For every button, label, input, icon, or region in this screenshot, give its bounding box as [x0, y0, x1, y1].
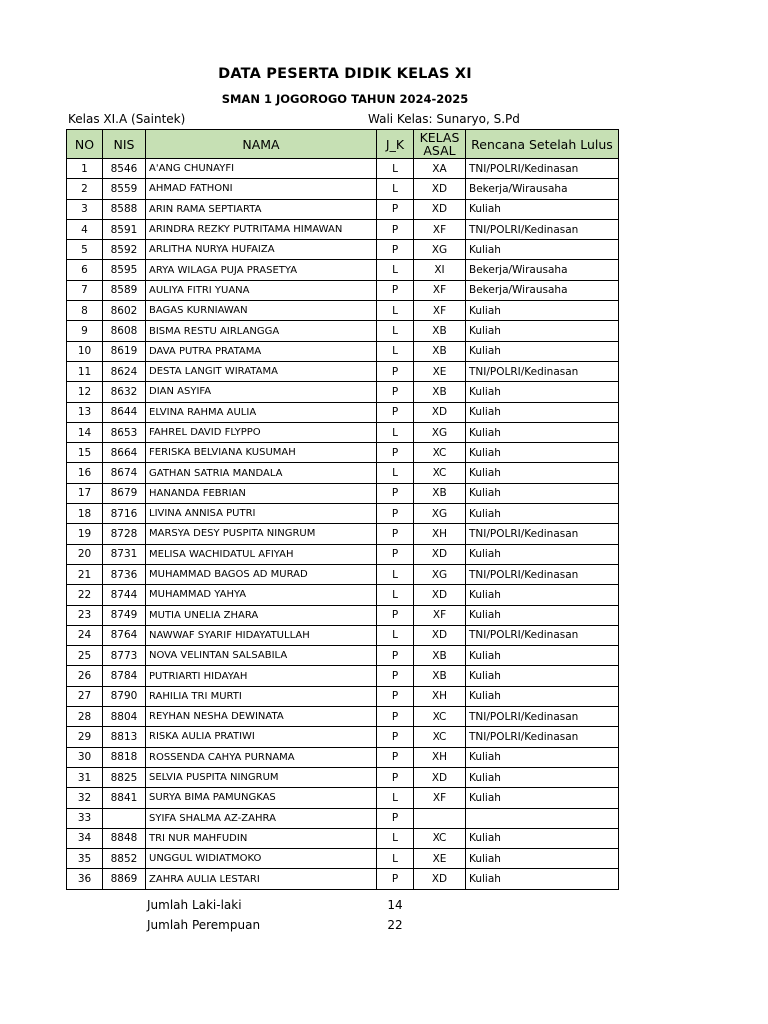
cell-kelas-asal: XA	[414, 159, 466, 179]
cell-kelas-asal: XC	[414, 727, 466, 747]
cell-jk: L	[377, 422, 414, 442]
female-count-value: 22	[387, 918, 403, 932]
table-row	[67, 443, 619, 463]
table-row	[67, 382, 619, 402]
cell-nama: PUTRIARTI HIDAYAH	[146, 666, 377, 686]
male-count-value: 14	[387, 898, 403, 912]
table-row	[67, 666, 619, 686]
cell-jk: L	[377, 260, 414, 280]
cell-kelas-asal: XD	[414, 625, 466, 645]
cell-nis: 8632	[103, 382, 146, 402]
table-row	[67, 402, 619, 422]
cell-no: 12	[67, 382, 103, 402]
cell-kelas-asal: XG	[414, 240, 466, 260]
cell-no: 22	[67, 585, 103, 605]
cell-jk: P	[377, 361, 414, 381]
cell-nama: SELVIA PUSPITA NINGRUM	[146, 767, 377, 787]
table-row	[67, 199, 619, 219]
cell-nis: 8619	[103, 341, 146, 361]
cell-nama: MELISA WACHIDATUL AFIYAH	[146, 544, 377, 564]
cell-kelas-asal: XD	[414, 544, 466, 564]
cell-jk: P	[377, 869, 414, 889]
cell-nama: MUTIA UNELIA ZHARA	[146, 605, 377, 625]
cell-nis: 8852	[103, 849, 146, 869]
cell-jk: P	[377, 280, 414, 300]
cell-no: 14	[67, 422, 103, 442]
cell-nama: ROSSENDA CAHYA PURNAMA	[146, 747, 377, 767]
cell-nis: 8728	[103, 524, 146, 544]
cell-jk: P	[377, 219, 414, 239]
table-row	[67, 564, 619, 584]
cell-no: 11	[67, 361, 103, 381]
cell-jk: L	[377, 564, 414, 584]
table-row	[67, 747, 619, 767]
cell-plan: Kuliah	[466, 199, 619, 219]
cell-nama: DAVA PUTRA PRATAMA	[146, 341, 377, 361]
cell-jk: P	[377, 747, 414, 767]
cell-kelas-asal: XE	[414, 361, 466, 381]
cell-jk: P	[377, 544, 414, 564]
cell-no: 28	[67, 707, 103, 727]
cell-nis: 8825	[103, 767, 146, 787]
header-nama: NAMA	[146, 130, 377, 159]
cell-kelas-asal: XD	[414, 767, 466, 787]
cell-nama: UNGGUL WIDIATMOKO	[146, 849, 377, 869]
cell-kelas-asal: XI	[414, 260, 466, 280]
cell-kelas-asal: XH	[414, 524, 466, 544]
cell-kelas-asal: XD	[414, 179, 466, 199]
cell-no: 7	[67, 280, 103, 300]
cell-plan: Bekerja/Wirausaha	[466, 179, 619, 199]
table-row	[67, 219, 619, 239]
cell-nis: 8790	[103, 686, 146, 706]
table-body	[67, 159, 619, 890]
cell-plan: TNI/POLRI/Kedinasan	[466, 707, 619, 727]
cell-jk: P	[377, 666, 414, 686]
table-row	[67, 585, 619, 605]
cell-no: 8	[67, 301, 103, 321]
student-table	[66, 129, 619, 890]
header-kelas-asal	[414, 130, 466, 159]
cell-no: 31	[67, 767, 103, 787]
cell-no: 15	[67, 443, 103, 463]
cell-plan: Kuliah	[466, 585, 619, 605]
cell-no: 30	[67, 747, 103, 767]
cell-plan: Kuliah	[466, 788, 619, 808]
cell-plan: Kuliah	[466, 240, 619, 260]
cell-kelas-asal: XD	[414, 585, 466, 605]
female-count-label: Jumlah Perempuan	[147, 918, 261, 932]
table-row	[67, 625, 619, 645]
table-row	[67, 361, 619, 381]
cell-nama: MARSYA DESY PUSPITA NINGRUM	[146, 524, 377, 544]
cell-nis: 8595	[103, 260, 146, 280]
cell-plan: TNI/POLRI/Kedinasan	[466, 219, 619, 239]
cell-kelas-asal	[414, 808, 466, 828]
table-row	[67, 828, 619, 848]
cell-no: 10	[67, 341, 103, 361]
cell-jk: P	[377, 767, 414, 787]
cell-kelas-asal: XC	[414, 463, 466, 483]
cell-nama: FAHREL DAVID FLYPPO	[146, 422, 377, 442]
table-row	[67, 483, 619, 503]
cell-no: 9	[67, 321, 103, 341]
table-row	[67, 240, 619, 260]
cell-nama: SYIFA SHALMA AZ-ZAHRA	[146, 808, 377, 828]
cell-jk: P	[377, 686, 414, 706]
cell-kelas-asal: XB	[414, 321, 466, 341]
cell-nama: FERISKA BELVIANA KUSUMAH	[146, 443, 377, 463]
cell-nis: 8716	[103, 504, 146, 524]
cell-nama: RISKA AULIA PRATIWI	[146, 727, 377, 747]
table-row	[67, 869, 619, 889]
cell-kelas-asal: XC	[414, 707, 466, 727]
cell-nis: 8869	[103, 869, 146, 889]
cell-jk: P	[377, 443, 414, 463]
cell-nama: ZAHRA AULIA LESTARI	[146, 869, 377, 889]
cell-nis: 8644	[103, 402, 146, 422]
cell-plan: TNI/POLRI/Kedinasan	[466, 159, 619, 179]
cell-plan: Kuliah	[466, 321, 619, 341]
cell-no: 5	[67, 240, 103, 260]
cell-jk: L	[377, 625, 414, 645]
cell-kelas-asal: XC	[414, 828, 466, 848]
cell-nis: 8736	[103, 564, 146, 584]
header-kelas-line2: ASAL	[423, 143, 456, 158]
cell-nama: LIVINA ANNISA PUTRI	[146, 504, 377, 524]
header-plan: Rencana Setelah Lulus	[466, 130, 619, 159]
cell-plan: Kuliah	[466, 747, 619, 767]
cell-jk: P	[377, 402, 414, 422]
table-row	[67, 727, 619, 747]
cell-nama: SURYA BIMA PAMUNGKAS	[146, 788, 377, 808]
cell-nama: BISMA RESTU AIRLANGGA	[146, 321, 377, 341]
cell-nis: 8664	[103, 443, 146, 463]
cell-nis: 8804	[103, 707, 146, 727]
cell-kelas-asal: XD	[414, 402, 466, 422]
cell-kelas-asal: XB	[414, 646, 466, 666]
header-no: NO	[67, 130, 103, 159]
cell-nama: ARINDRA REZKY PUTRITAMA HIMAWAN	[146, 219, 377, 239]
cell-plan: Kuliah	[466, 869, 619, 889]
cell-jk: P	[377, 646, 414, 666]
cell-jk: P	[377, 504, 414, 524]
cell-plan	[466, 808, 619, 828]
cell-nis: 8749	[103, 605, 146, 625]
cell-no: 29	[67, 727, 103, 747]
cell-plan: TNI/POLRI/Kedinasan	[466, 564, 619, 584]
cell-nis: 8559	[103, 179, 146, 199]
cell-nis: 8731	[103, 544, 146, 564]
cell-nis: 8608	[103, 321, 146, 341]
cell-plan: Kuliah	[466, 463, 619, 483]
cell-plan: Kuliah	[466, 483, 619, 503]
cell-nis: 8589	[103, 280, 146, 300]
cell-plan: TNI/POLRI/Kedinasan	[466, 727, 619, 747]
table-row	[67, 504, 619, 524]
cell-no: 32	[67, 788, 103, 808]
header-nis: NIS	[103, 130, 146, 159]
cell-nis: 8591	[103, 219, 146, 239]
cell-nama: ARLITHA NURYA HUFAIZA	[146, 240, 377, 260]
cell-plan: Kuliah	[466, 686, 619, 706]
table-row	[67, 788, 619, 808]
cell-no: 1	[67, 159, 103, 179]
cell-nama: MUHAMMAD YAHYA	[146, 585, 377, 605]
cell-kelas-asal: XF	[414, 605, 466, 625]
cell-plan: Kuliah	[466, 605, 619, 625]
cell-plan: TNI/POLRI/Kedinasan	[466, 524, 619, 544]
cell-plan: Kuliah	[466, 341, 619, 361]
cell-nis: 8674	[103, 463, 146, 483]
cell-kelas-asal: XF	[414, 280, 466, 300]
cell-plan: TNI/POLRI/Kedinasan	[466, 625, 619, 645]
cell-plan: TNI/POLRI/Kedinasan	[466, 361, 619, 381]
cell-kelas-asal: XD	[414, 869, 466, 889]
cell-nis: 8848	[103, 828, 146, 848]
cell-kelas-asal: XH	[414, 747, 466, 767]
cell-plan: Kuliah	[466, 422, 619, 442]
cell-kelas-asal: XG	[414, 564, 466, 584]
table-row	[67, 321, 619, 341]
cell-no: 21	[67, 564, 103, 584]
cell-plan: Kuliah	[466, 666, 619, 686]
cell-no: 18	[67, 504, 103, 524]
cell-nama: ELVINA RAHMA AULIA	[146, 402, 377, 422]
table-row	[67, 463, 619, 483]
cell-plan: Kuliah	[466, 828, 619, 848]
table-row	[67, 544, 619, 564]
cell-nama: REYHAN NESHA DEWINATA	[146, 707, 377, 727]
cell-kelas-asal: XF	[414, 788, 466, 808]
cell-jk: L	[377, 179, 414, 199]
cell-kelas-asal: XB	[414, 666, 466, 686]
cell-nama: AHMAD FATHONI	[146, 179, 377, 199]
cell-no: 3	[67, 199, 103, 219]
table-row	[67, 524, 619, 544]
cell-nama: DESTA LANGIT WIRATAMA	[146, 361, 377, 381]
cell-nis: 8602	[103, 301, 146, 321]
cell-jk: L	[377, 321, 414, 341]
cell-plan: Kuliah	[466, 301, 619, 321]
cell-jk: P	[377, 605, 414, 625]
cell-plan: Bekerja/Wirausaha	[466, 280, 619, 300]
cell-nama: A'ANG CHUNAYFI	[146, 159, 377, 179]
table-row	[67, 686, 619, 706]
table-row	[67, 260, 619, 280]
cell-nis: 8588	[103, 199, 146, 219]
cell-no: 16	[67, 463, 103, 483]
cell-nama: MUHAMMAD BAGOS AD MURAD	[146, 564, 377, 584]
cell-kelas-asal: XF	[414, 301, 466, 321]
cell-no: 20	[67, 544, 103, 564]
cell-jk: L	[377, 828, 414, 848]
cell-kelas-asal: XB	[414, 341, 466, 361]
cell-jk: P	[377, 199, 414, 219]
cell-nis: 8841	[103, 788, 146, 808]
cell-no: 25	[67, 646, 103, 666]
cell-plan: Kuliah	[466, 443, 619, 463]
cell-jk: L	[377, 585, 414, 605]
cell-jk: P	[377, 240, 414, 260]
homeroom-label: Wali Kelas: Sunaryo, S.Pd	[368, 112, 520, 126]
cell-no: 33	[67, 808, 103, 828]
cell-nama: HANANDA FEBRIAN	[146, 483, 377, 503]
cell-plan: Kuliah	[466, 402, 619, 422]
cell-no: 17	[67, 483, 103, 503]
cell-nis: 8592	[103, 240, 146, 260]
table-row	[67, 707, 619, 727]
cell-plan: Kuliah	[466, 767, 619, 787]
cell-nis: 8813	[103, 727, 146, 747]
cell-kelas-asal: XG	[414, 422, 466, 442]
cell-kelas-asal: XE	[414, 849, 466, 869]
table-row	[67, 301, 619, 321]
header-jk: J_K	[377, 130, 414, 159]
cell-nis: 8764	[103, 625, 146, 645]
cell-jk: P	[377, 524, 414, 544]
cell-jk: L	[377, 159, 414, 179]
cell-kelas-asal: XB	[414, 382, 466, 402]
cell-nis: 8744	[103, 585, 146, 605]
cell-plan: Kuliah	[466, 504, 619, 524]
cell-plan: Kuliah	[466, 646, 619, 666]
cell-jk: P	[377, 808, 414, 828]
table-row	[67, 341, 619, 361]
cell-jk: L	[377, 301, 414, 321]
table-row	[67, 605, 619, 625]
cell-no: 6	[67, 260, 103, 280]
cell-no: 24	[67, 625, 103, 645]
cell-nama: ARIN RAMA SEPTIARTA	[146, 199, 377, 219]
male-count-label: Jumlah Laki-laki	[147, 898, 242, 912]
cell-nis: 8546	[103, 159, 146, 179]
cell-nis: 8818	[103, 747, 146, 767]
cell-nis: 8679	[103, 483, 146, 503]
cell-plan: Kuliah	[466, 382, 619, 402]
cell-no: 35	[67, 849, 103, 869]
cell-jk: L	[377, 341, 414, 361]
table-row	[67, 849, 619, 869]
cell-plan: Kuliah	[466, 544, 619, 564]
table-row	[67, 179, 619, 199]
cell-no: 19	[67, 524, 103, 544]
table-row	[67, 280, 619, 300]
cell-nis: 8784	[103, 666, 146, 686]
cell-nama: RAHILIA TRI MURTI	[146, 686, 377, 706]
cell-nama: BAGAS KURNIAWAN	[146, 301, 377, 321]
cell-nis: 8624	[103, 361, 146, 381]
cell-nis	[103, 808, 146, 828]
table-header-row	[67, 130, 619, 159]
cell-jk: L	[377, 788, 414, 808]
cell-no: 23	[67, 605, 103, 625]
document-subtitle: SMAN 1 JOGOROGO TAHUN 2024-2025	[221, 92, 469, 106]
cell-no: 26	[67, 666, 103, 686]
cell-jk: P	[377, 707, 414, 727]
cell-kelas-asal: XD	[414, 199, 466, 219]
cell-jk: L	[377, 849, 414, 869]
class-label: Kelas XI.A (Saintek)	[68, 112, 186, 126]
table-row	[67, 159, 619, 179]
cell-jk: P	[377, 382, 414, 402]
cell-no: 34	[67, 828, 103, 848]
cell-kelas-asal: XH	[414, 686, 466, 706]
cell-kelas-asal: XF	[414, 219, 466, 239]
cell-kelas-asal: XC	[414, 443, 466, 463]
cell-jk: L	[377, 463, 414, 483]
cell-nama: ARYA WILAGA PUJA PRASETYA	[146, 260, 377, 280]
cell-nis: 8653	[103, 422, 146, 442]
cell-kelas-asal: XG	[414, 504, 466, 524]
table-row	[67, 646, 619, 666]
cell-no: 36	[67, 869, 103, 889]
cell-plan: Bekerja/Wirausaha	[466, 260, 619, 280]
table-row	[67, 422, 619, 442]
cell-no: 13	[67, 402, 103, 422]
cell-nama: NOVA VELINTAN SALSABILA	[146, 646, 377, 666]
cell-nama: GATHAN SATRIA MANDALA	[146, 463, 377, 483]
table-row	[67, 808, 619, 828]
cell-nama: TRI NUR MAHFUDIN	[146, 828, 377, 848]
table-row	[67, 767, 619, 787]
cell-jk: P	[377, 727, 414, 747]
cell-no: 2	[67, 179, 103, 199]
cell-nama: DIAN ASYIFA	[146, 382, 377, 402]
document-title: DATA PESERTA DIDIK KELAS XI	[218, 66, 472, 82]
cell-jk: P	[377, 483, 414, 503]
cell-no: 27	[67, 686, 103, 706]
header-kelas-line1: KELAS	[419, 130, 460, 145]
cell-plan: Kuliah	[466, 849, 619, 869]
cell-no: 4	[67, 219, 103, 239]
cell-kelas-asal: XB	[414, 483, 466, 503]
cell-nama: NAWWAF SYARIF HIDAYATULLAH	[146, 625, 377, 645]
cell-nis: 8773	[103, 646, 146, 666]
cell-nama: AULIYA FITRI YUANA	[146, 280, 377, 300]
